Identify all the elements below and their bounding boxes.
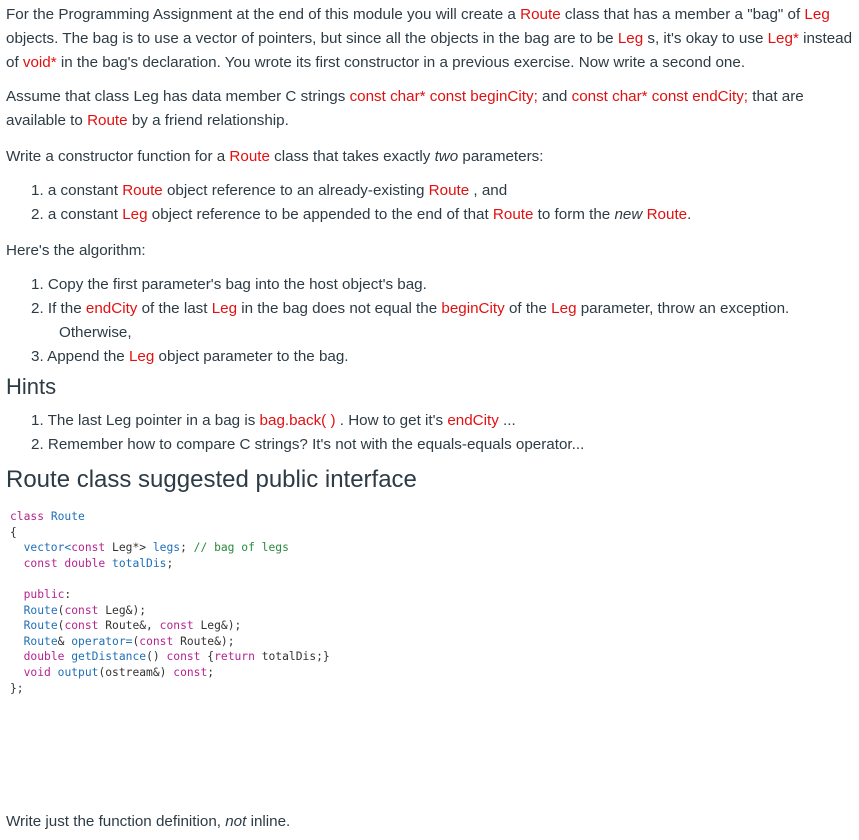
code-leg: Leg [804, 6, 830, 23]
code-line: Route(const Route&, const Leg&); [23, 619, 242, 633]
final-instruction: Write just the function definition, not inline. [6, 813, 291, 830]
code-line [10, 571, 854, 587]
code-line: double getDistance() const {return totalDis;} [23, 650, 330, 664]
algorithm-intro: Here's the algorithm: [6, 242, 146, 259]
list-item: 2. If the endCity of the last Leg in the bag does not equal the beginCity of the Leg parameter, throw an exception. Otherwise, [31, 300, 790, 341]
code-route: Route [520, 6, 561, 23]
code-line: }; [10, 681, 24, 695]
code-leg: Leg [617, 30, 644, 47]
code-block [10, 509, 854, 696]
list-item: 2. Remember how to compare C strings? It's not with the equals-equals operator... [31, 436, 585, 453]
list-item: 1. Copy the first parameter's bag into the host object's bag. [31, 276, 427, 293]
write-paragraph: Write a constructor function for a Route class that takes exactly two parameters: [6, 148, 544, 165]
code-line: class Route [10, 510, 85, 523]
code-line: Route& operator=(const Route&); [23, 634, 235, 648]
code-end-city: const char* const endCity; [571, 88, 749, 105]
code-begin-city: const char* const beginCity; [349, 88, 538, 105]
code-line: vector<const Leg*> legs; // bag of legs [10, 541, 289, 555]
assume-paragraph: Assume that class Leg has data member C strings const char* const beginCity; and const char* const endCity; that are available to Route by a friend relationship. [6, 88, 804, 129]
list-item: 2. a constant Leg object reference to be appended to the end of that Route to form the new Route. [31, 206, 692, 223]
code-route: Route [87, 112, 128, 129]
parameters-list [6, 179, 854, 227]
code-void-pointer: void* [22, 54, 57, 71]
code-line: Route(const Leg&); [23, 603, 147, 617]
code-line: const double totalDis; [23, 556, 174, 570]
hints-list [6, 409, 854, 457]
interface-heading: Route class suggested public interface [6, 466, 417, 493]
algorithm-list [6, 273, 854, 369]
code-route: Route [229, 148, 270, 165]
intro-paragraph: For the Programming Assignment at the end of this module you will create a Route class that has a member a "bag" of Leg objects. The bag is to use a vector of pointers, but since all the objects in the bag are to be Leg s, it's okay to use Leg* instead of void* in the bag's declaration. You wrote its first constructor in a previous exercise. Now write a second one. [6, 6, 853, 71]
code-line: { [10, 525, 17, 539]
code-leg-pointer: Leg* [767, 30, 799, 47]
code-line: void output(ostream&) const; [23, 665, 215, 679]
hints-heading: Hints [6, 374, 57, 399]
list-item: 1. a constant Route object reference to an already-existing Route , and [31, 182, 508, 199]
list-item: 1. The last Leg pointer in a bag is bag.back( ) . How to get it's endCity ... [31, 412, 516, 429]
code-line: public: [23, 587, 72, 601]
list-item: 3. Append the Leg object parameter to the bag. [31, 348, 349, 365]
